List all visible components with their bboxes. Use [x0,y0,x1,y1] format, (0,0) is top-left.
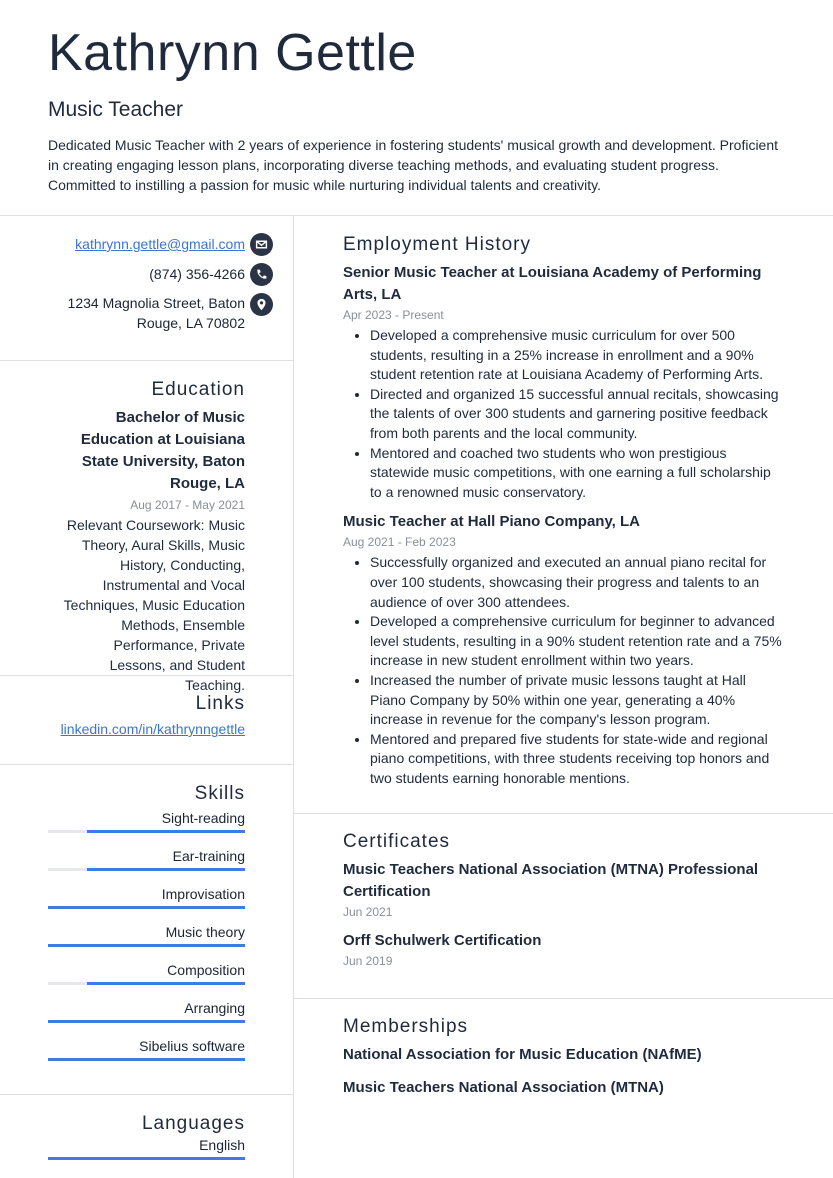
skills-bar-fill [87,830,245,833]
certificate-entry [343,930,785,970]
education-details: Relevant Coursework: Music Theory, Aural Skills, Music History, Conducting, Instrumental and Vocal Techniques, Music Education Methods, Ensemble Performance, Private Lessons, and Student Teaching. [63,517,245,693]
languages-bar-fill [48,1157,245,1160]
job-bullet: • Mentored and prepared five students for state-wide and regional piano competitions, with three students receiving top honors and two students earning honorable mentions. [370,730,785,789]
membership-item: National Association for Music Education (NAfME) [343,1046,702,1063]
employment-heading: Employment History [343,234,531,255]
skills-item [0,922,245,960]
skills-item [0,808,245,846]
contact-section [0,216,293,333]
skills-bar-fill [87,982,245,985]
skills-label: Music theory [165,924,245,940]
skills-bar-track [48,1020,245,1023]
education-dates: Aug 2017 - May 2021 [130,498,245,512]
sidebar-divider [0,360,293,361]
skills-bar-fill [48,944,245,947]
skills-label: Sibelius software [139,1038,245,1054]
job-entry [343,262,785,502]
skills-item [0,998,245,1036]
skills-heading: Skills [194,783,245,804]
phone-icon [250,263,273,286]
phone-text: (874) 356-4266 [149,266,245,282]
skills-bar-track [48,868,245,871]
phone-row [48,263,273,286]
envelope-icon [250,233,273,256]
skills-bar-fill [48,1020,245,1023]
skills-label: Arranging [184,1000,245,1016]
skills-item [0,960,245,998]
certificate-date: Jun 2021 [343,905,393,919]
skills-bar-fill [48,906,245,909]
links-heading: Links [195,693,245,714]
education-section [0,379,293,695]
certificates-section [294,813,833,970]
sidebar-divider [0,764,293,765]
languages-heading: Languages [141,1113,245,1134]
job-dates: Aug 2021 - Feb 2023 [343,535,456,550]
skills-bar-track [48,944,245,947]
job-entry [343,511,785,788]
languages-section [0,1113,293,1173]
skills-bar-fill [87,868,245,871]
memberships-heading: Memberships [343,1016,469,1037]
links-section [0,693,293,737]
candidate-name: Kathrynn Gettle [48,24,417,82]
sidebar [0,216,293,1178]
skills-label: Ear-training [172,848,245,864]
resume-header [0,0,833,193]
job-bullet: • Increased the number of private music lessons taught at Hall Piano Company by 50% within one year, generating a 40% increase in revenue for the company's lesson program. [370,671,785,730]
skills-label: Improvisation [161,886,245,902]
job-bullet: • Mentored and coached two students who won prestigious statewide music competitions, with one earning a full scholarship to a renowned music conservatory. [370,444,785,503]
main-column [294,216,833,1096]
job-title: Music Teacher at Hall Piano Company, LA [343,513,641,531]
languages-label: English [199,1137,245,1153]
skills-bar-track [48,906,245,909]
languages-item [0,1135,245,1173]
job-bullets [343,326,785,502]
address-row [48,293,273,333]
employment-section [294,216,833,788]
education-degree: Bachelor of Music Education at Louisiana State University, Baton Rouge, LA [80,409,245,492]
job-title: Music Teacher [48,98,184,121]
job-bullet: • Directed and organized 15 successful annual recitals, showcasing the talents of over 300 students and garnering positive feedback from both parents and the local community. [370,385,785,444]
skills-item [0,846,245,884]
email-link[interactable]: kathrynn.gettle@gmail.com [75,236,245,252]
certificate-entry [343,859,785,921]
address-text: 1234 Magnolia Street, Baton Rouge, LA 70802 [67,295,245,331]
certificate-date: Jun 2019 [343,954,393,968]
membership-item: Music Teachers National Association (MTNA) [343,1079,664,1096]
sidebar-divider [0,675,293,676]
skills-bar-track [48,1058,245,1061]
location-pin-icon [250,293,273,316]
job-title: Senior Music Teacher at Louisiana Academy of Performing Arts, LA [343,264,762,303]
skills-bar-fill [48,1058,245,1061]
skills-bar-track [48,982,245,985]
education-heading: Education [151,379,245,400]
email-row [48,233,273,256]
skills-item [0,884,245,922]
job-bullet: • Developed a comprehensive music curriculum for over 500 students, resulting in a 25% increase in enrollment and a 90% student retention rate at Louisiana Academy of Performing Arts. [370,326,785,385]
skills-label: Composition [167,962,245,978]
skills-bar-track [48,830,245,833]
certificate-name: Music Teachers National Association (MTNA) Professional Certification [343,861,759,900]
linkedin-link[interactable]: linkedin.com/in/kathrynngettle [60,721,245,737]
skills-label: Sight-reading [161,810,245,826]
certificate-name: Orff Schulwerk Certification [343,932,542,949]
skills-item [0,1036,245,1074]
skills-section [0,783,293,1074]
job-bullet: • Developed a comprehensive curriculum for beginner to advanced level students, resulting in a 90% student retention rate and a 75% increase in new student enrollment within two years. [370,612,785,671]
profile-summary: Dedicated Music Teacher with 2 years of experience in fostering students' musical growth and development. Proficient in creating engaging lesson plans, incorporating diverse teaching methods, and evaluating student progress. Committed to instilling a passion for music while nurturing individual talents and creativity. [48,137,779,193]
certificates-heading: Certificates [343,831,451,852]
languages-bar-track [48,1157,245,1160]
job-dates: Apr 2023 - Present [343,308,444,322]
job-bullet: • Successfully organized and executed an annual piano recital for over 100 students, showcasing their progress and talents to an audience of over 300 attendees. [370,553,785,612]
memberships-section [294,998,833,1099]
job-bullets [343,553,785,788]
sidebar-divider [0,1094,293,1095]
